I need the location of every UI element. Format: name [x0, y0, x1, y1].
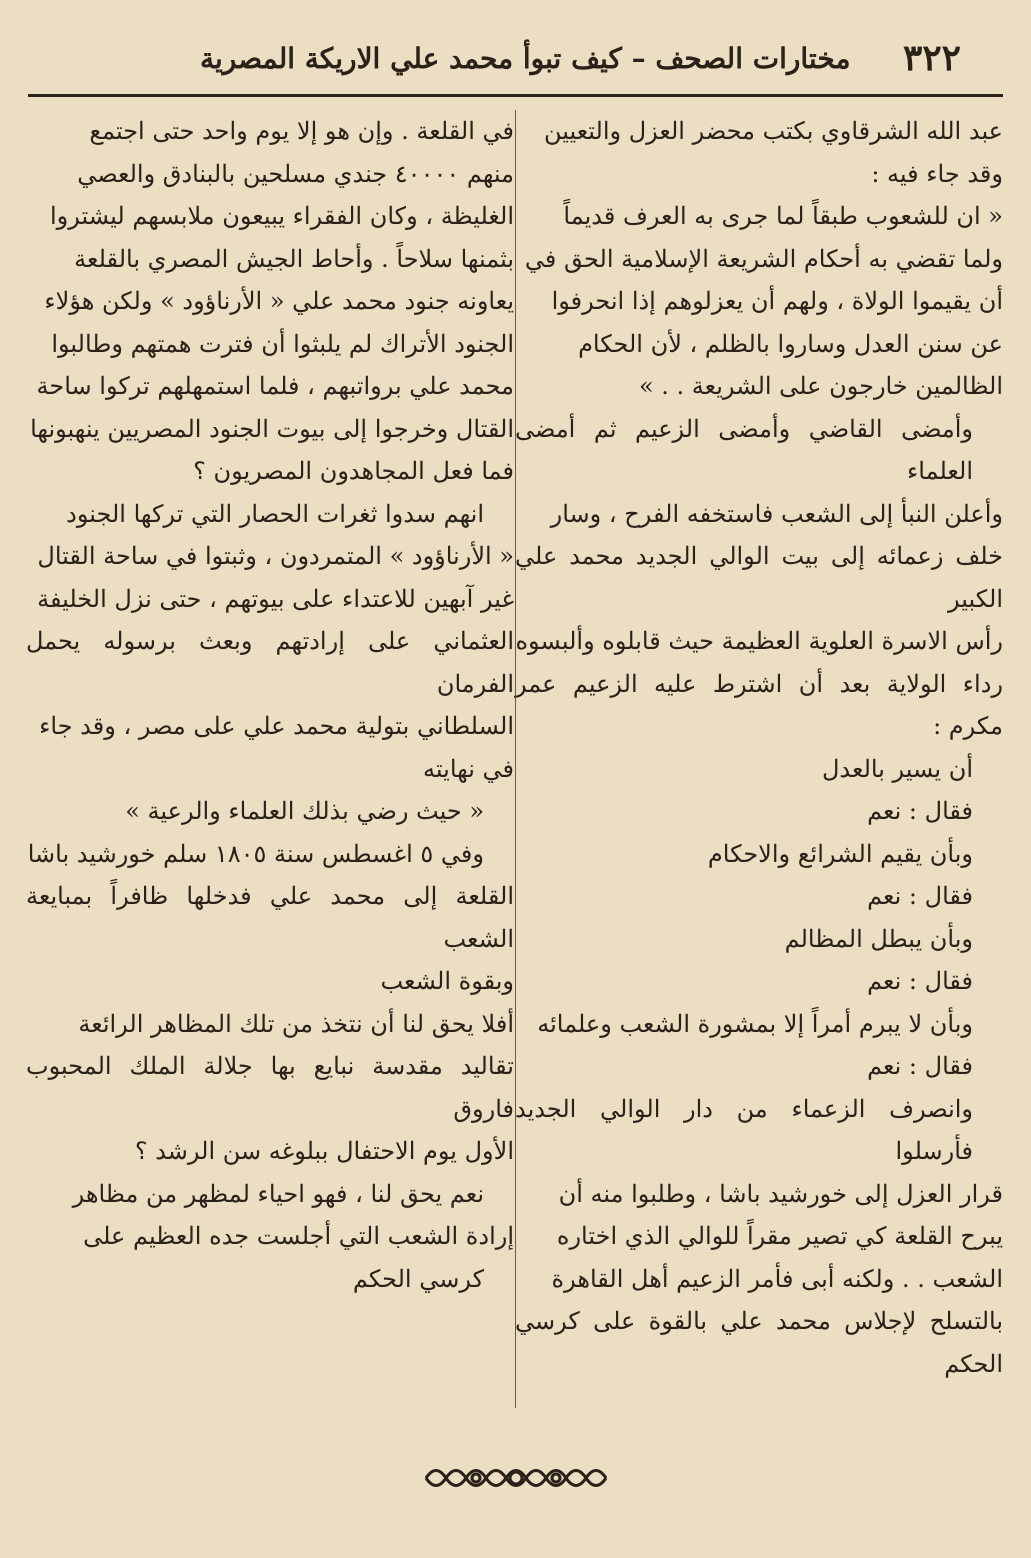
text-line: بالتسلح لإجلاس محمد علي بالقوة على كرسي الحكم: [515, 1307, 1003, 1378]
text-line: الشعب . . ولكنه أبى فأمر الزعيم أهل القاهرة: [551, 1264, 1003, 1293]
text-line: « ان للشعوب طبقاً لما جرى به العرف قديماً: [563, 202, 1003, 230]
text-line: الظالمين خارجون على الشريعة . . »: [638, 372, 1003, 400]
text-line: فقال : نعم: [867, 882, 973, 910]
text-line: في القلعة . وإن هو إلا يوم واحد حتى اجتمع: [89, 117, 514, 145]
text-line: كرسي الحكم: [352, 1264, 484, 1293]
page-number: ٣٢٢: [902, 37, 961, 79]
decorative-flourish-icon: [416, 1458, 616, 1498]
text-line: القتال وخرجوا إلى بيوت الجنود المصريين ينهبونها: [30, 414, 514, 443]
text-line: وانصرف الزعماء من دار الوالي الجديد فأرسلوا: [515, 1094, 973, 1165]
text-line: القلعة إلى محمد علي فدخلها ظافراً بمبايعة الشعب: [26, 882, 514, 953]
text-line: وأعلن النبأ إلى الشعب فاستخفه الفرح ، وسار: [550, 499, 1003, 528]
text-line: وأمضى القاضي وأمضى الزعيم ثم أمضى العلماء: [515, 414, 973, 485]
text-line: السلطاني بتولية محمد علي على مصر ، وقد جاء: [39, 712, 514, 740]
right-column: [515, 110, 1003, 1385]
text-line: أن يسير بالعدل: [821, 754, 973, 783]
text-line: محمد علي برواتبهم ، فلما استمهلهم تركوا ساحة: [36, 372, 514, 400]
text-line: رداء الولاية بعد أن اشترط عليه الزعيم عمر مكرم :: [515, 669, 1003, 740]
text-line: إرادة الشعب التي أجلست جده العظيم على: [83, 1222, 514, 1250]
page-header: [30, 30, 1001, 86]
text-line: عبد الله الشرقاوي بكتب محضر العزل والتعيين: [543, 117, 1003, 145]
text-line: « الأرناؤود » المتمردون ، وثبتوا في ساحة القتال: [37, 542, 514, 570]
running-title: مختارات الصحف – كيف تبوأ محمد علي الاريكة المصرية: [200, 41, 851, 75]
text-line: تقاليد مقدسة نبايع بها جلالة الملك المحبوب فاروق: [26, 1052, 514, 1123]
text-line: خلف زعمائه إلى بيت الوالي الجديد محمد علي الكبير: [515, 542, 1003, 613]
text-line: الجنود الأتراك لم يلبثوا أن فترت همتهم وطالبوا: [51, 329, 514, 358]
text-line: يعاونه جنود محمد علي « الأرناؤود » ولكن هؤلاء: [44, 287, 514, 315]
text-line: العثماني على إرادتهم وبعث برسوله يحمل الفرمان: [26, 627, 514, 698]
text-line: انهم سدوا ثغرات الحصار التي تركها الجنود: [66, 499, 484, 528]
text-line: وبأن يقيم الشرائع والاحكام: [707, 839, 973, 868]
text-line: فقال : نعم: [867, 967, 973, 995]
header-rule: [28, 94, 1003, 97]
text-line: الأول يوم الاحتفال ببلوغه سن الرشد ؟: [134, 1137, 514, 1165]
text-line: فقال : نعم: [867, 1052, 973, 1080]
text-line: فما فعل المجاهدون المصريون ؟: [193, 457, 514, 485]
text-line: ولما تقضي به أحكام الشريعة الإسلامية الحق في: [524, 244, 1003, 273]
text-line: رأس الاسرة العلوية العظيمة حيث قابلوه وألبسوه: [515, 627, 1003, 655]
text-line: منهم ٤٠٠٠٠ جندي مسلحين بالبنادق والعصي: [77, 159, 514, 188]
left-column: [26, 110, 514, 1300]
text-line: قرار العزل إلى خورشيد باشا ، وطلبوا منه أن: [558, 1179, 1003, 1208]
text-line: يبرح القلعة كي تصير مقراً للوالي الذي اختاره: [556, 1222, 1003, 1250]
text-line: أن يقيموا الولاة ، ولهم أن يعزلوهم إذا انحرفوا: [551, 287, 1003, 315]
text-line: وفي ٥ اغسطس سنة ١٨٠٥ سلم خورشيد باشا: [27, 839, 484, 868]
text-line: فقال : نعم: [867, 797, 973, 825]
column-divider: [515, 110, 516, 1408]
text-line: وبأن لا يبرم أمراً إلا بمشورة الشعب وعلمائه: [537, 1009, 973, 1038]
text-line: وبأن يبطل المظالم: [784, 924, 973, 953]
text-line: غير آبهين للاعتداء على بيوتهم ، حتى نزل الخليفة: [37, 584, 514, 613]
text-line: نعم يحق لنا ، فهو احياء لمظهر من مظاهر: [72, 1179, 484, 1208]
text-line: بثمنها سلاحاً . وأحاط الجيش المصري بالقلعة: [74, 244, 514, 273]
text-line: في نهايته: [423, 754, 514, 783]
text-line: الغليظة ، وكان الفقراء يبيعون ملابسهم ليشتروا: [49, 202, 514, 230]
text-line: « حيث رضي بذلك العلماء والرعية »: [125, 797, 484, 825]
text-line: عن سنن العدل وساروا بالظلم ، لأن الحكام: [578, 329, 1003, 358]
text-line: وبقوة الشعب: [380, 967, 514, 995]
text-line: وقد جاء فيه :: [871, 159, 1003, 188]
text-line: أفلا يحق لنا أن نتخذ من تلك المظاهر الرائعة: [78, 1009, 514, 1038]
